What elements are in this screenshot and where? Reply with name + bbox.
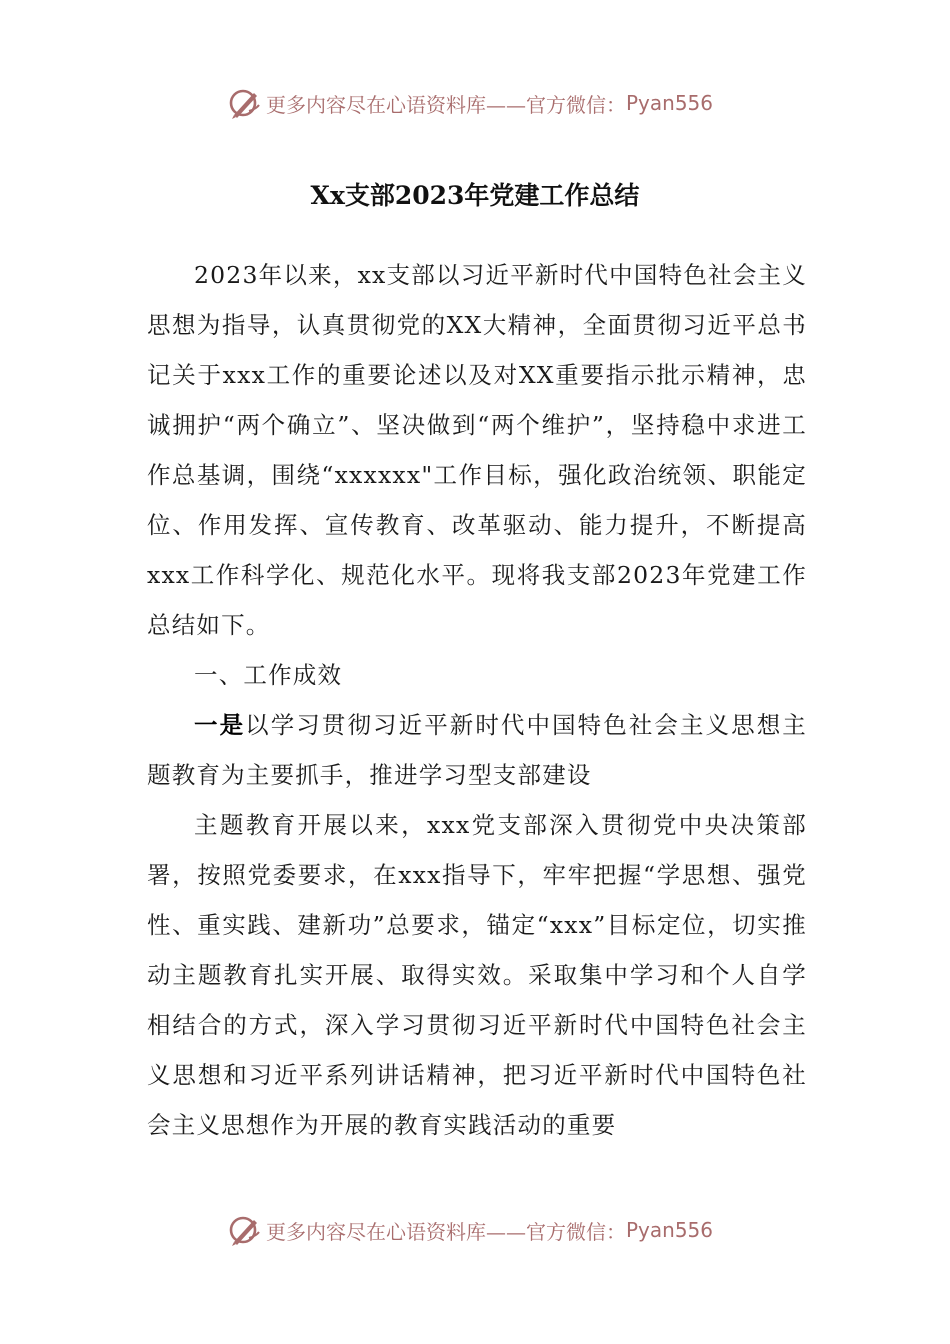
point-text: 以学习贯彻习近平新时代中国特色社会主义思想主题教育为主要抓手，推进学习型支部建设	[147, 711, 807, 789]
header-banner	[226, 83, 713, 123]
intro-paragraph: 2023年以来，xx支部以习近平新时代中国特色社会主义思想为指导，认真贯彻党的XX大精神，全面贯彻习近平总书记关于xxx工作的重要论述以及对XX重要指示批示精神，忠诚拥护“两个确立”、坚决做到“两个维护”，坚持稳中求进工作总基调，围绕“xxxxxx"工作目标，强化政治统领、职能定位、作用发挥、宣传教育、改革驱动、能力提升，不断提高xxx工作科学化、规范化水平。现将我支部2023年党建工作总结如下。	[147, 261, 807, 639]
banner-wechat-id: Pyan556	[626, 91, 714, 115]
pen-logo-icon	[226, 85, 262, 121]
footer-banner	[226, 1210, 713, 1250]
section-heading: 一、工作成效	[194, 661, 343, 689]
body-paragraph: 主题教育开展以来，xxx党支部深入贯彻党中央决策部署，按照党委要求，在xxx指导下，牢牢把握“学思想、强党性、重实践、建新功”总要求，锚定“xxx”目标定位，切实推动主题教育扎实开展、取得实效。采取集中学习和个人自学相结合的方式，深入学习贯彻习近平新时代中国特色社会主义思想和习近平系列讲话精神，把习近平新时代中国特色社会主义思想作为开展的教育实践活动的重要	[147, 811, 807, 1139]
banner-wechat-id: Pyan556	[626, 1218, 714, 1242]
document-title: Xx支部2023年党建工作总结	[310, 181, 640, 210]
pen-logo-icon	[226, 1212, 262, 1248]
banner-text: 更多内容尽在心语资料库——官方微信：	[266, 92, 626, 117]
point-heading	[147, 700, 807, 800]
point-lead: 一是	[194, 711, 246, 739]
banner-text: 更多内容尽在心语资料库——官方微信：	[266, 1219, 626, 1244]
document-body	[147, 250, 807, 1150]
